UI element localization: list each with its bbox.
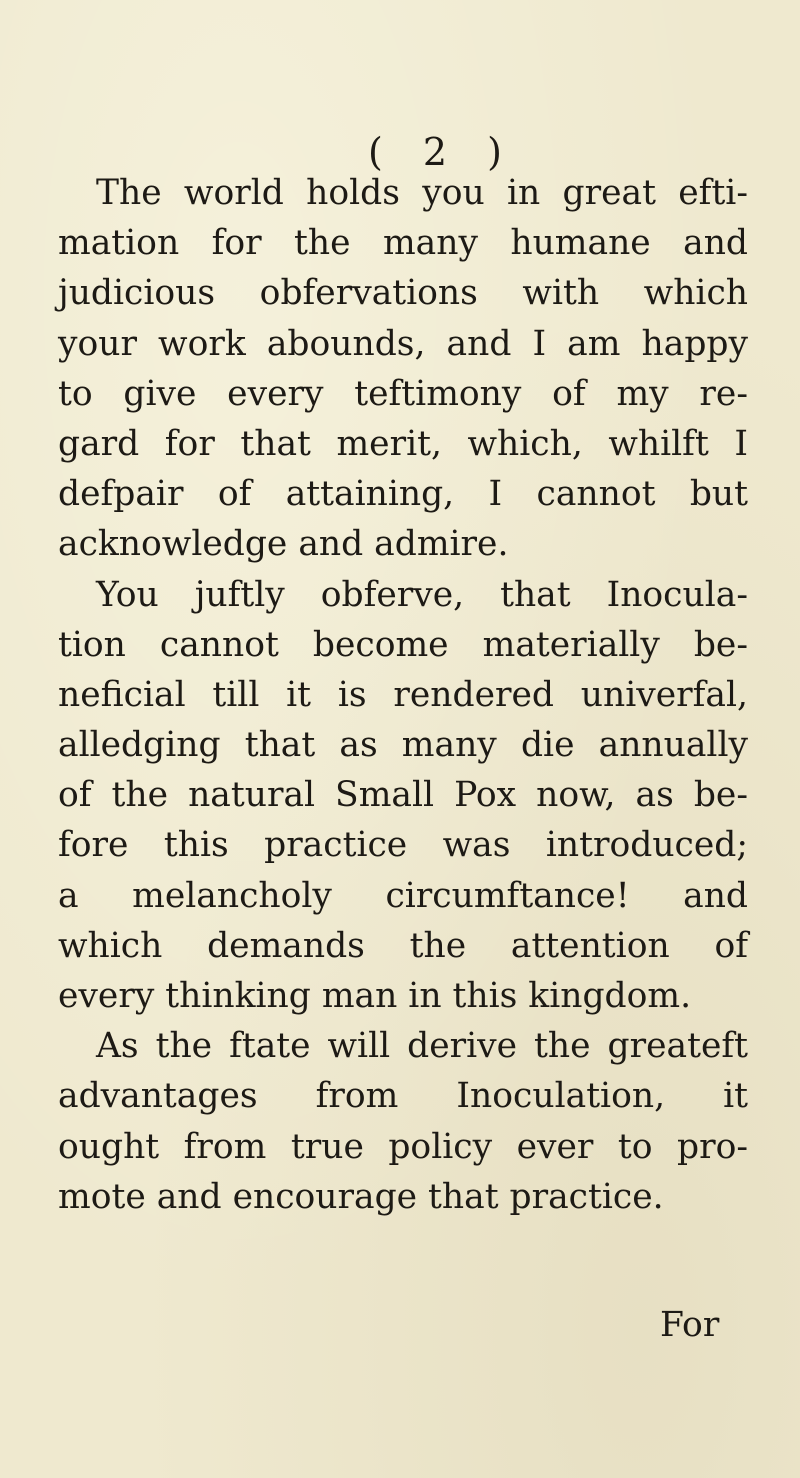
paragraph-1 [58, 168, 748, 570]
text-line: The world holds you in great efti- [96, 173, 748, 213]
text-line: judicious obfervations with which [58, 273, 748, 314]
text-line: defpair of attaining, I cannot but [58, 474, 748, 515]
text-line: fore this practice was introduced; [58, 825, 748, 866]
text-line: mote and encourage that practice. [58, 1176, 664, 1217]
text-line: neficial till it is rendered univerfal, [58, 674, 748, 715]
text-line: ought from true policy ever to pro- [58, 1126, 748, 1167]
paragraph-3 [58, 1021, 748, 1222]
text-line: gard for that merit, which, whilft I [58, 423, 748, 464]
text-line: your work abounds, and I am happy [58, 323, 748, 364]
text-line: every thinking man in this kingdom. [58, 976, 692, 1016]
catchword: For [660, 1305, 720, 1345]
text-line: tion cannot become materially be- [58, 624, 748, 665]
text-line: acknowledge and admire. [58, 524, 509, 565]
text-line: As the ftate will derive the greateft [96, 1026, 748, 1067]
page-number: ( 2 ) [368, 130, 516, 174]
text-line: a melancholy circumftance! and [58, 875, 748, 916]
text-line: to give every teftimony of my re- [58, 373, 748, 414]
text-line: of the natural Small Pox now, as be- [58, 775, 748, 816]
text-line: You juftly obferve, that Inocula- [96, 574, 748, 615]
text-line: which demands the attention of [58, 925, 748, 966]
text-line: advantages from Inoculation, it [58, 1076, 748, 1117]
text-line: mation for the many humane and [58, 223, 748, 264]
text-line: alledging that as many die annually [58, 725, 748, 766]
body-text [58, 168, 748, 1222]
paragraph-2 [58, 570, 748, 1022]
